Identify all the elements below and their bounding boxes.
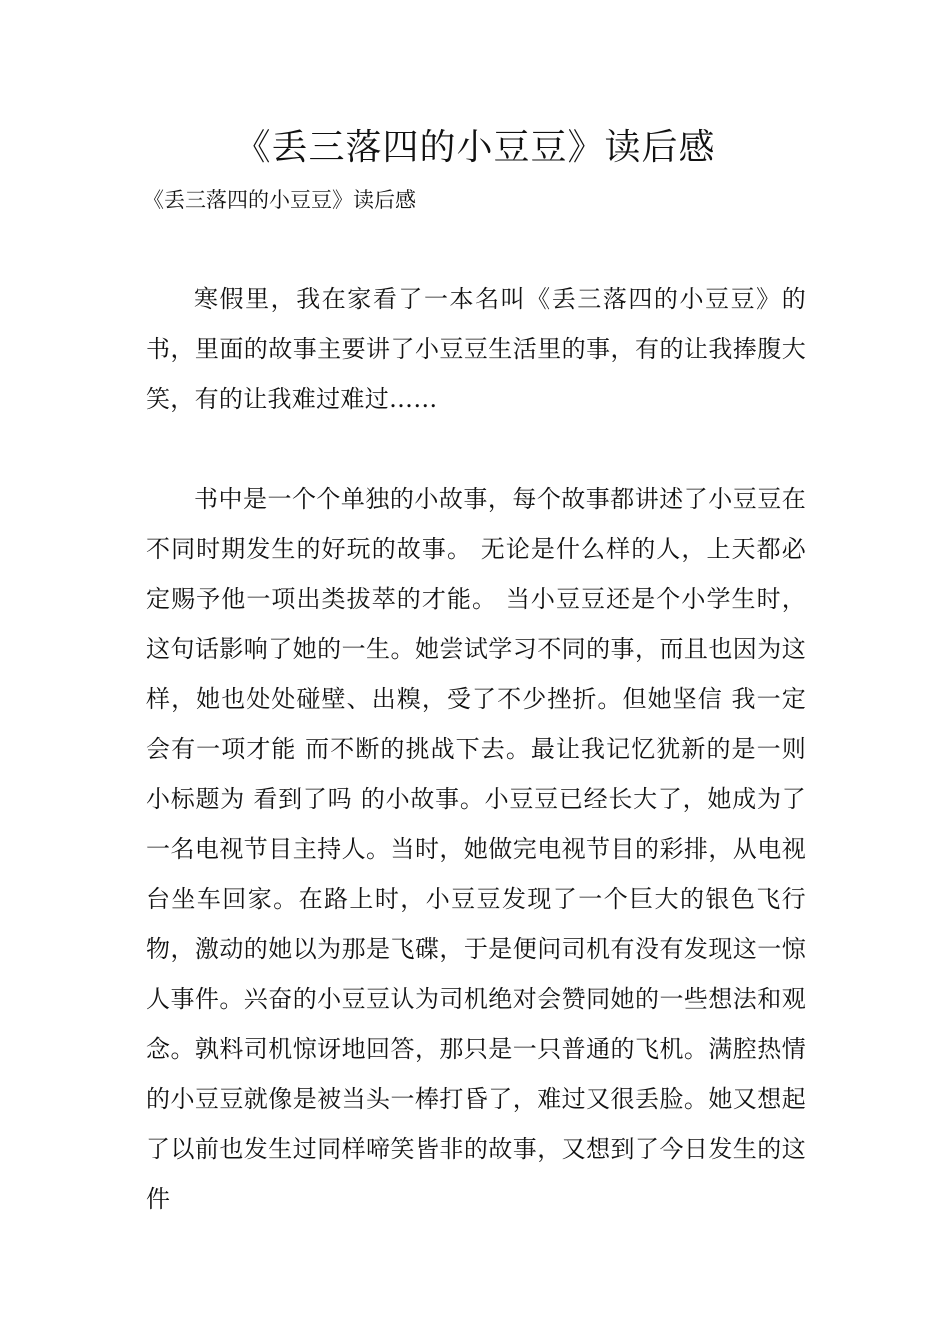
document-subtitle: 《丢三落四的小豆豆》读后感 bbox=[143, 188, 416, 212]
paragraph-1: 寒假里，我在家看了一本名叫《丢三落四的小豆豆》的书，里面的故事主要讲了小豆豆生活里的事，有的让我捧腹大笑，有的让我难过难过…… bbox=[146, 285, 806, 413]
page-title: 《丢三落四的小豆豆》读后感 bbox=[234, 127, 716, 168]
paragraph-2: 书中是一个个单独的小故事，每个故事都讲述了小豆豆在不同时期发生的好玩的故事。 无论是什么样的人，上天都必定赐予他一项出类拔萃的才能。 当小豆豆还是个小学生时，这句话影响了她的一生。她尝试学习不同的事，而且也因为这样，她也处处碰壁、出糗，受了不少挫折。但她坚信 我一定会有一项才能 而不断的挑战下去。最让我记忆犹新的是一则小标题为 看到了吗 的小故事。小豆豆已经长大了，她成为了一名电视节目主持人。当时，她做完电视节目的彩排，从电视台坐车回家。在路上时，小豆豆发现了一个巨大的银色飞行物，激动的她以为那是飞碟，于是便问司机有没有发现这一惊人事件。兴奋的小豆豆认为司机绝对会赞同她的一些想法和观念。孰料司机惊讶地回答，那只是一只普通的飞机。满腔热情的小豆豆就像是被当头一棒打昏了，难过又很丢脸。她又想起了以前也发生过同样啼笑皆非的故事，又想到了今日发生的这件 bbox=[146, 485, 806, 1213]
